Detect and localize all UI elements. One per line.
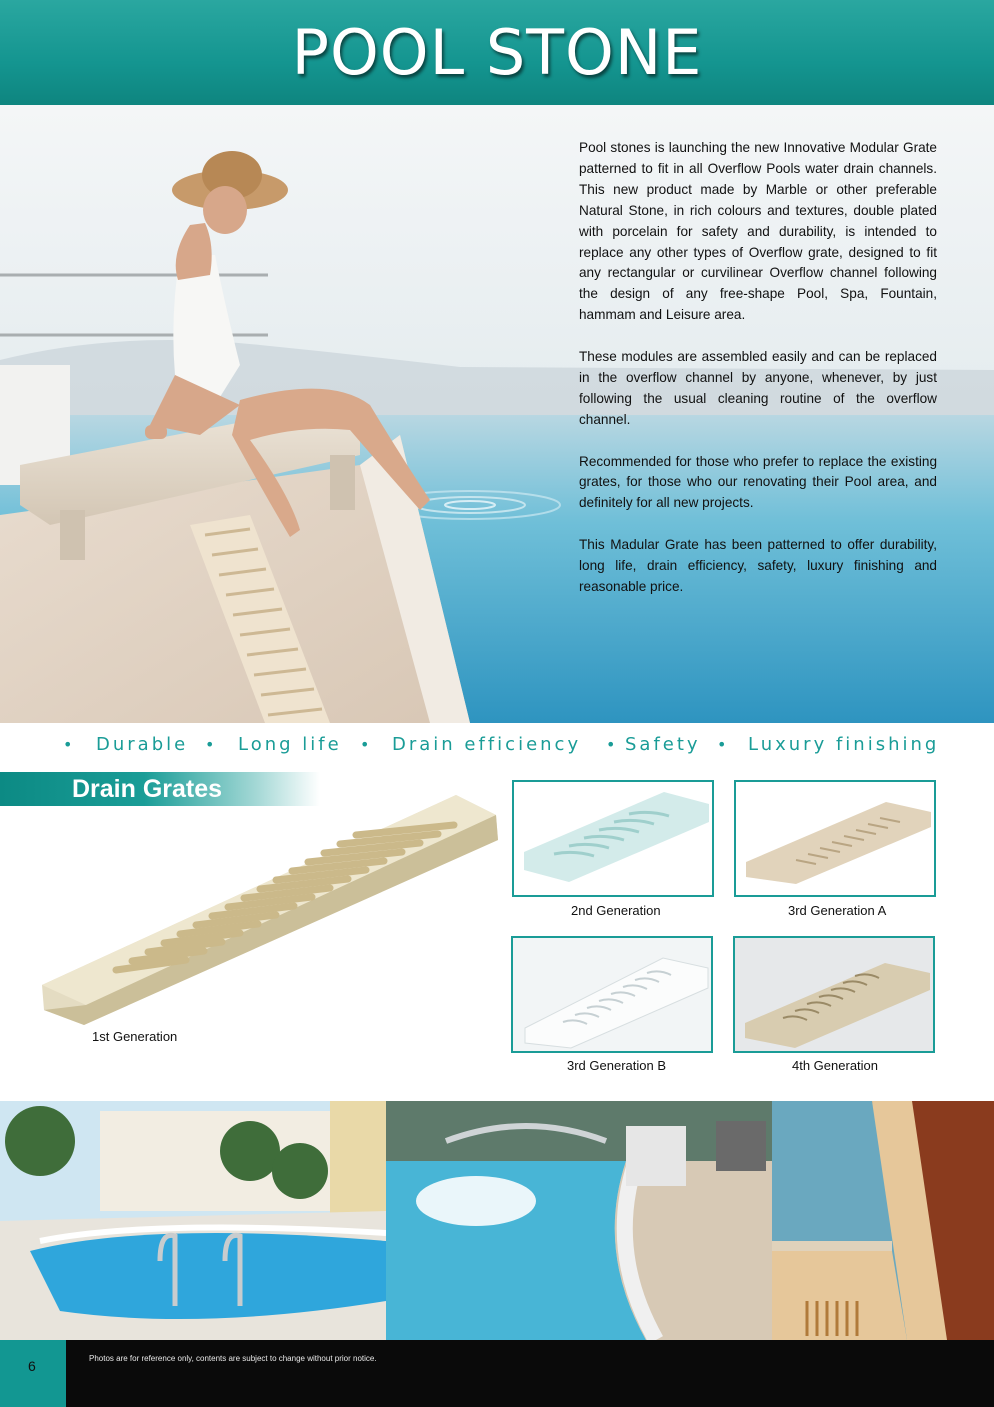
intro-paragraph: Pool stones is launching the new Innovative Modular Grate patterned to fit in all Overflow Pools water drain channels. This new product made by Marble or other preferable Natural Stone, in rich colours and textures, double plated with porcelain for safety and durability, is intended to replace any other types of Overflow grate, designed to fit any rectangular or curvilinear Overflow channel following the design of any free-shape Pool, Spa, Fountain, hammam and Leisure area.	[579, 140, 937, 323]
thumb-2nd-generation	[512, 780, 714, 897]
bullet-dot: •	[360, 735, 373, 754]
photo-pool-installation	[386, 1101, 772, 1340]
photo-wooden-deck-grate	[772, 1101, 994, 1340]
features-tagline	[0, 732, 994, 762]
feature-long-life: Long life	[238, 734, 342, 755]
feature-drain-efficiency: Drain efficiency	[392, 734, 582, 755]
caption-3rd-generation-a: 3rd Generation A	[788, 903, 887, 918]
caption-3rd-generation-b: 3rd Generation B	[567, 1058, 667, 1073]
intro-paragraph: This Madular Grate has been patterned to offer durability, long life, drain efficiency, safety, luxury finishing and reasonable price.	[579, 537, 937, 594]
bullet-dot: •	[606, 735, 619, 754]
footer	[0, 1340, 994, 1407]
hero-section	[0, 105, 994, 723]
thumb-4th-generation	[733, 936, 935, 1053]
bullet-dot: •	[717, 735, 730, 754]
feature-luxury-finishing: Luxury finishing	[748, 734, 940, 755]
thumb-3rd-generation-b	[511, 936, 713, 1053]
header-banner	[0, 0, 994, 105]
intro-paragraph: Recommended for those who prefer to replace the existing grates, for those who our renovating their Pool area, and definitely for all new projects.	[579, 453, 937, 511]
drain-grates-title: Drain Grates	[72, 775, 223, 803]
page-number: 6	[28, 1358, 36, 1374]
reference-photos	[0, 1101, 994, 1340]
intro-paragraph: These modules are assembled easily and can be replaced in the overflow channel by anyone, whenever, by just following the usual cleaning routine of the overflow channel.	[579, 349, 937, 427]
photo-hotel-pool	[0, 1101, 386, 1340]
thumb-3rd-generation-a	[734, 780, 936, 897]
caption-4th-generation: 4th Generation	[792, 1058, 879, 1073]
caption-2nd-generation: 2nd Generation	[571, 903, 661, 918]
caption-1st-generation: 1st Generation	[92, 1029, 178, 1044]
page-title: POOL STONE	[291, 16, 703, 89]
bullet-dot: •	[63, 735, 76, 754]
grate-1st-generation-image	[36, 795, 502, 1025]
intro-text	[579, 138, 937, 619]
page-number-tab	[0, 1340, 66, 1407]
footer-disclaimer: Photos are for reference only, contents are subject to change without prior notice.	[89, 1354, 377, 1363]
feature-durable: Durable	[96, 734, 189, 755]
feature-safety: Safety	[625, 734, 701, 755]
bullet-dot: •	[205, 735, 218, 754]
